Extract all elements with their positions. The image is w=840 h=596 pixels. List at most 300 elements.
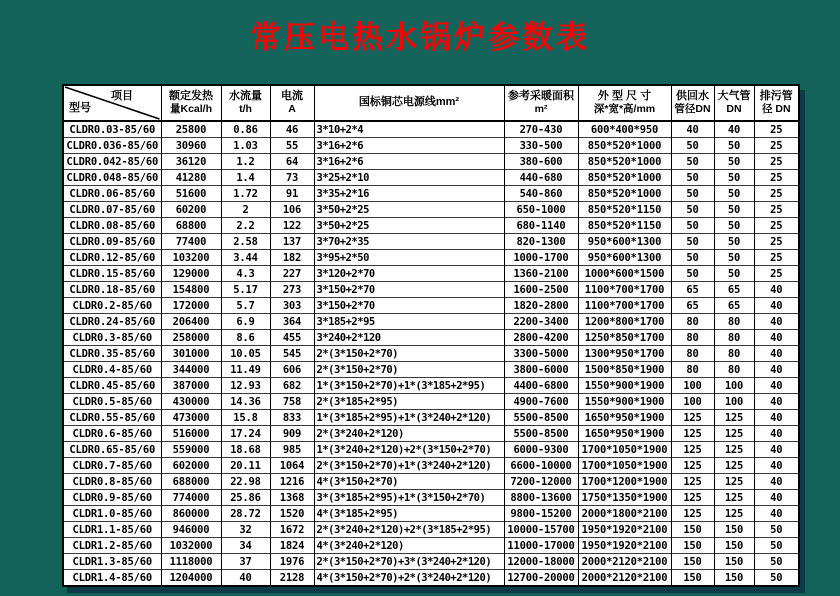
cell: CLDR0.07-85/60 xyxy=(63,202,161,218)
cell: 1*(3*150+2*70)+1*(3*185+2*95) xyxy=(314,378,504,394)
cell: 50 xyxy=(671,154,714,170)
cell: 40 xyxy=(754,394,799,410)
cell: 833 xyxy=(270,410,314,426)
col-header-heating-area: 参考采暖面积 m² xyxy=(504,85,578,121)
cell: CLDR0.036-85/60 xyxy=(63,138,161,154)
cell: 50 xyxy=(714,170,754,186)
cell: 150 xyxy=(714,570,754,587)
col-header-rated-heat: 额定发热 量Kcal/h xyxy=(161,85,221,121)
cell: 860000 xyxy=(161,506,221,522)
table-row xyxy=(63,490,799,506)
cell: 40 xyxy=(754,410,799,426)
cell: 12.93 xyxy=(221,378,270,394)
cell: 4400-6800 xyxy=(504,378,578,394)
cell: 9800-15200 xyxy=(504,506,578,522)
cell: 688000 xyxy=(161,474,221,490)
table-row xyxy=(63,154,799,170)
cell: 65 xyxy=(671,282,714,298)
cell: 1100*700*1700 xyxy=(578,282,671,298)
cell: 1824 xyxy=(270,538,314,554)
cell: 11.49 xyxy=(221,362,270,378)
table-row xyxy=(63,186,799,202)
table-row xyxy=(63,266,799,282)
cell: 150 xyxy=(671,570,714,587)
cell: 125 xyxy=(714,474,754,490)
col-header-supply-return-pipe: 供回水 管径DN xyxy=(671,85,714,121)
table-row xyxy=(63,234,799,250)
cell: 40 xyxy=(221,570,270,587)
cell: 80 xyxy=(714,346,754,362)
cell: 50 xyxy=(714,154,754,170)
cell: 850*520*1150 xyxy=(578,218,671,234)
cell: 15.8 xyxy=(221,410,270,426)
cell: 258000 xyxy=(161,330,221,346)
cell: 150 xyxy=(671,554,714,570)
cell: 125 xyxy=(714,506,754,522)
cell: 1204000 xyxy=(161,570,221,587)
cell: CLDR1.4-85/60 xyxy=(63,570,161,587)
cell: 3*35+2*16 xyxy=(314,186,504,202)
corner-label-model: 型号 xyxy=(69,102,91,115)
cell: 606 xyxy=(270,362,314,378)
cell: 50 xyxy=(671,170,714,186)
cell: 125 xyxy=(671,442,714,458)
cell: 270-430 xyxy=(504,121,578,138)
table-row xyxy=(63,298,799,314)
cell: 1360-2100 xyxy=(504,266,578,282)
cell: 1.03 xyxy=(221,138,270,154)
cell: 2000*2120*2100 xyxy=(578,570,671,587)
cell: 1.72 xyxy=(221,186,270,202)
cell: 3*70+2*35 xyxy=(314,234,504,250)
cell: 150 xyxy=(714,538,754,554)
cell: 50 xyxy=(671,202,714,218)
cell: 1000*600*1500 xyxy=(578,266,671,282)
cell: 11000-17000 xyxy=(504,538,578,554)
cell: CLDR0.048-85/60 xyxy=(63,170,161,186)
cell: 1*(3*185+2*95)+1*(3*240+2*120) xyxy=(314,410,504,426)
cell: 2128 xyxy=(270,570,314,587)
cell: 40 xyxy=(754,362,799,378)
cell: 18.68 xyxy=(221,442,270,458)
table-row xyxy=(63,346,799,362)
cell: 1550*900*1900 xyxy=(578,378,671,394)
cell: 65 xyxy=(671,298,714,314)
boiler-parameter-table xyxy=(62,84,800,587)
cell: 2*(3*185+2*95) xyxy=(314,394,504,410)
cell: 2200-3400 xyxy=(504,314,578,330)
cell: 40 xyxy=(754,330,799,346)
cell: 3300-5000 xyxy=(504,346,578,362)
cell: 50 xyxy=(754,570,799,587)
cell: 3*185+2*95 xyxy=(314,314,504,330)
cell: CLDR0.35-85/60 xyxy=(63,346,161,362)
cell: 2*(3*240+2*120)+2*(3*185+2*95) xyxy=(314,522,504,538)
cell: 50 xyxy=(714,186,754,202)
cell: 344000 xyxy=(161,362,221,378)
cell: 1.2 xyxy=(221,154,270,170)
table-row xyxy=(63,410,799,426)
table-row xyxy=(63,570,799,587)
cell: 6600-10000 xyxy=(504,458,578,474)
cell: 80 xyxy=(671,362,714,378)
cell: 545 xyxy=(270,346,314,362)
cell: 25.86 xyxy=(221,490,270,506)
cell: 100 xyxy=(714,394,754,410)
cell: 1700*1050*1900 xyxy=(578,442,671,458)
cell: 80 xyxy=(714,330,754,346)
cell: 25 xyxy=(754,154,799,170)
table-row xyxy=(63,522,799,538)
cell: 0.86 xyxy=(221,121,270,138)
corner-header-cell xyxy=(63,85,161,121)
cell: 80 xyxy=(714,314,754,330)
cell: 206400 xyxy=(161,314,221,330)
cell: 227 xyxy=(270,266,314,282)
cell: 909 xyxy=(270,426,314,442)
cell: CLDR0.08-85/60 xyxy=(63,218,161,234)
cell: 364 xyxy=(270,314,314,330)
table-body xyxy=(63,121,799,586)
cell: 3*10+2*4 xyxy=(314,121,504,138)
cell: 50 xyxy=(714,234,754,250)
cell: 3*150+2*70 xyxy=(314,282,504,298)
table-row xyxy=(63,442,799,458)
cell: 150 xyxy=(671,538,714,554)
col-header-power-wire: 国标铜芯电源线mm² xyxy=(314,85,504,121)
cell: 46 xyxy=(270,121,314,138)
cell: 850*520*1000 xyxy=(578,154,671,170)
cell: CLDR0.18-85/60 xyxy=(63,282,161,298)
cell: 25800 xyxy=(161,121,221,138)
cell: 68800 xyxy=(161,218,221,234)
cell: 17.24 xyxy=(221,426,270,442)
cell: 3*25+2*10 xyxy=(314,170,504,186)
table-row xyxy=(63,202,799,218)
col-header-current: 电流 A xyxy=(270,85,314,121)
cell: 4.3 xyxy=(221,266,270,282)
cell: 1368 xyxy=(270,490,314,506)
cell: 6000-9300 xyxy=(504,442,578,458)
cell: 1650*950*1900 xyxy=(578,410,671,426)
cell: 125 xyxy=(714,442,754,458)
cell: 3*16+2*6 xyxy=(314,154,504,170)
cell: 55 xyxy=(270,138,314,154)
cell: 36120 xyxy=(161,154,221,170)
table-row xyxy=(63,394,799,410)
col-header-air-pipe: 大气管 DN xyxy=(714,85,754,121)
cell: 34 xyxy=(221,538,270,554)
cell: 2*(3*240+2*120) xyxy=(314,426,504,442)
cell: 50 xyxy=(714,202,754,218)
cell: 14.36 xyxy=(221,394,270,410)
cell: 650-1000 xyxy=(504,202,578,218)
cell: 91 xyxy=(270,186,314,202)
cell: 4900-7600 xyxy=(504,394,578,410)
cell: 850*520*1000 xyxy=(578,170,671,186)
cell: 100 xyxy=(671,394,714,410)
cell: CLDR0.03-85/60 xyxy=(63,121,161,138)
cell: 77400 xyxy=(161,234,221,250)
cell: 150 xyxy=(714,554,754,570)
cell: 682 xyxy=(270,378,314,394)
cell: 80 xyxy=(671,314,714,330)
cell: 440-680 xyxy=(504,170,578,186)
cell: 40 xyxy=(754,426,799,442)
cell: 25 xyxy=(754,138,799,154)
cell: 1550*900*1900 xyxy=(578,394,671,410)
cell: 122 xyxy=(270,218,314,234)
cell: 125 xyxy=(671,474,714,490)
cell: 8.6 xyxy=(221,330,270,346)
table-row xyxy=(63,250,799,266)
cell: 125 xyxy=(671,490,714,506)
cell: 50 xyxy=(671,250,714,266)
cell: 129000 xyxy=(161,266,221,282)
cell: 64 xyxy=(270,154,314,170)
cell: CLDR0.7-85/60 xyxy=(63,458,161,474)
cell: CLDR0.15-85/60 xyxy=(63,266,161,282)
cell: 50 xyxy=(754,538,799,554)
cell: 125 xyxy=(671,410,714,426)
cell: 2*(3*150+2*70)+3*(3*240+2*120) xyxy=(314,554,504,570)
cell: 1216 xyxy=(270,474,314,490)
cell: 540-860 xyxy=(504,186,578,202)
cell: 12000-18000 xyxy=(504,554,578,570)
cell: CLDR0.9-85/60 xyxy=(63,490,161,506)
cell: 40 xyxy=(714,121,754,138)
page-title: 常压电热水锅炉参数表 xyxy=(250,20,590,55)
cell: 3*16+2*6 xyxy=(314,138,504,154)
cell: 680-1140 xyxy=(504,218,578,234)
cell: 125 xyxy=(671,506,714,522)
cell: CLDR0.6-85/60 xyxy=(63,426,161,442)
table-row xyxy=(63,538,799,554)
parameter-table-panel xyxy=(62,84,800,587)
cell: 1950*1920*2100 xyxy=(578,522,671,538)
cell: 50 xyxy=(754,554,799,570)
cell: 1200*800*1700 xyxy=(578,314,671,330)
cell: CLDR0.65-85/60 xyxy=(63,442,161,458)
cell: 125 xyxy=(714,410,754,426)
cell: 2000*1800*2100 xyxy=(578,506,671,522)
cell: CLDR0.2-85/60 xyxy=(63,298,161,314)
cell: 50 xyxy=(754,522,799,538)
cell: 4*(3*185+2*95) xyxy=(314,506,504,522)
cell: 5500-8500 xyxy=(504,410,578,426)
cell: 125 xyxy=(714,458,754,474)
corner-label-item: 项目 xyxy=(111,90,133,102)
cell: 40 xyxy=(754,346,799,362)
cell: 51600 xyxy=(161,186,221,202)
cell: 172000 xyxy=(161,298,221,314)
cell: 60200 xyxy=(161,202,221,218)
table-header xyxy=(63,85,799,121)
cell: 6.9 xyxy=(221,314,270,330)
cell: CLDR0.45-85/60 xyxy=(63,378,161,394)
cell: 1500*850*1900 xyxy=(578,362,671,378)
cell: 1700*1050*1900 xyxy=(578,458,671,474)
cell: 40 xyxy=(671,121,714,138)
cell: 5500-8500 xyxy=(504,426,578,442)
cell: 1.4 xyxy=(221,170,270,186)
table-row xyxy=(63,474,799,490)
cell: 1064 xyxy=(270,458,314,474)
cell: 65 xyxy=(714,282,754,298)
cell: CLDR0.09-85/60 xyxy=(63,234,161,250)
cell: 1*(3*240+2*120)+2*(3*150+2*70) xyxy=(314,442,504,458)
cell: 4*(3*240+2*120) xyxy=(314,538,504,554)
cell: 1118000 xyxy=(161,554,221,570)
cell: 3*95+2*50 xyxy=(314,250,504,266)
cell: 25 xyxy=(754,170,799,186)
cell: 20.11 xyxy=(221,458,270,474)
cell: 4*(3*150+2*70) xyxy=(314,474,504,490)
cell: 37 xyxy=(221,554,270,570)
cell: 1820-2800 xyxy=(504,298,578,314)
cell: 50 xyxy=(714,266,754,282)
cell: 50 xyxy=(671,266,714,282)
cell: CLDR0.8-85/60 xyxy=(63,474,161,490)
table-row xyxy=(63,426,799,442)
cell: 2.2 xyxy=(221,218,270,234)
cell: CLDR0.5-85/60 xyxy=(63,394,161,410)
cell: 1520 xyxy=(270,506,314,522)
cell: 2 xyxy=(221,202,270,218)
table-row xyxy=(63,170,799,186)
cell: CLDR0.042-85/60 xyxy=(63,154,161,170)
cell: 1300*950*1700 xyxy=(578,346,671,362)
cell: 50 xyxy=(714,218,754,234)
cell: 40 xyxy=(754,282,799,298)
cell: 40 xyxy=(754,314,799,330)
cell: 3*(3*185+2*95)+1*(3*150+2*70) xyxy=(314,490,504,506)
cell: 154800 xyxy=(161,282,221,298)
cell: 2800-4200 xyxy=(504,330,578,346)
cell: 559000 xyxy=(161,442,221,458)
table-row xyxy=(63,121,799,138)
cell: 5.7 xyxy=(221,298,270,314)
cell: 516000 xyxy=(161,426,221,442)
cell: 125 xyxy=(714,490,754,506)
cell: 1000-1700 xyxy=(504,250,578,266)
cell: 28.72 xyxy=(221,506,270,522)
cell: 32 xyxy=(221,522,270,538)
cell: 50 xyxy=(671,218,714,234)
col-header-water-flow: 水流量 t/h xyxy=(221,85,270,121)
table-row xyxy=(63,458,799,474)
cell: 774000 xyxy=(161,490,221,506)
cell: 22.98 xyxy=(221,474,270,490)
cell: 150 xyxy=(671,522,714,538)
cell: 182 xyxy=(270,250,314,266)
table-row xyxy=(63,330,799,346)
cell: 10.05 xyxy=(221,346,270,362)
table-row xyxy=(63,282,799,298)
cell: 25 xyxy=(754,202,799,218)
cell: 80 xyxy=(671,346,714,362)
cell: 1100*700*1700 xyxy=(578,298,671,314)
cell: 380-600 xyxy=(504,154,578,170)
cell: 2*(3*150+2*70)+1*(3*240+2*120) xyxy=(314,458,504,474)
cell: 50 xyxy=(671,138,714,154)
cell: 1250*850*1700 xyxy=(578,330,671,346)
cell: 41280 xyxy=(161,170,221,186)
table-row xyxy=(63,362,799,378)
cell: 10000-15700 xyxy=(504,522,578,538)
cell: 25 xyxy=(754,250,799,266)
cell: 7200-12000 xyxy=(504,474,578,490)
cell: 25 xyxy=(754,218,799,234)
cell: 473000 xyxy=(161,410,221,426)
cell: CLDR1.3-85/60 xyxy=(63,554,161,570)
cell: CLDR1.0-85/60 xyxy=(63,506,161,522)
table-row xyxy=(63,554,799,570)
cell: 2000*2120*2100 xyxy=(578,554,671,570)
cell: 3800-6000 xyxy=(504,362,578,378)
cell: 12700-20000 xyxy=(504,570,578,587)
cell: 65 xyxy=(714,298,754,314)
cell: 2*(3*150+2*70) xyxy=(314,346,504,362)
cell: 40 xyxy=(754,458,799,474)
cell: CLDR0.24-85/60 xyxy=(63,314,161,330)
table-row xyxy=(63,378,799,394)
cell: 25 xyxy=(754,234,799,250)
cell: 100 xyxy=(714,378,754,394)
cell: 1600-2500 xyxy=(504,282,578,298)
cell: 1950*1920*2100 xyxy=(578,538,671,554)
cell: 73 xyxy=(270,170,314,186)
cell: 387000 xyxy=(161,378,221,394)
cell: 25 xyxy=(754,266,799,282)
cell: 950*600*1300 xyxy=(578,234,671,250)
cell: 1650*950*1900 xyxy=(578,426,671,442)
cell: CLDR0.3-85/60 xyxy=(63,330,161,346)
cell: 820-1300 xyxy=(504,234,578,250)
cell: 2.58 xyxy=(221,234,270,250)
cell: CLDR0.55-85/60 xyxy=(63,410,161,426)
cell: 3*50+2*25 xyxy=(314,218,504,234)
cell: 758 xyxy=(270,394,314,410)
cell: CLDR0.06-85/60 xyxy=(63,186,161,202)
cell: 2*(3*150+2*70) xyxy=(314,362,504,378)
cell: 4*(3*150+2*70)+2*(3*240+2*120) xyxy=(314,570,504,587)
cell: 137 xyxy=(270,234,314,250)
table-row xyxy=(63,314,799,330)
cell: 850*520*1000 xyxy=(578,186,671,202)
cell: 103200 xyxy=(161,250,221,266)
cell: 40 xyxy=(754,378,799,394)
cell: 273 xyxy=(270,282,314,298)
cell: 125 xyxy=(714,426,754,442)
cell: 3*120+2*70 xyxy=(314,266,504,282)
cell: 40 xyxy=(754,298,799,314)
cell: 1976 xyxy=(270,554,314,570)
cell: 3*50+2*25 xyxy=(314,202,504,218)
cell: 5.17 xyxy=(221,282,270,298)
cell: 430000 xyxy=(161,394,221,410)
col-header-dimensions: 外 型 尺 寸 深*宽*高/mm xyxy=(578,85,671,121)
cell: 40 xyxy=(754,442,799,458)
cell: CLDR1.2-85/60 xyxy=(63,538,161,554)
table-row xyxy=(63,138,799,154)
cell: 1032000 xyxy=(161,538,221,554)
cell: 8800-13600 xyxy=(504,490,578,506)
cell: 850*520*1150 xyxy=(578,202,671,218)
cell: 950*600*1300 xyxy=(578,250,671,266)
cell: 301000 xyxy=(161,346,221,362)
cell: 25 xyxy=(754,121,799,138)
